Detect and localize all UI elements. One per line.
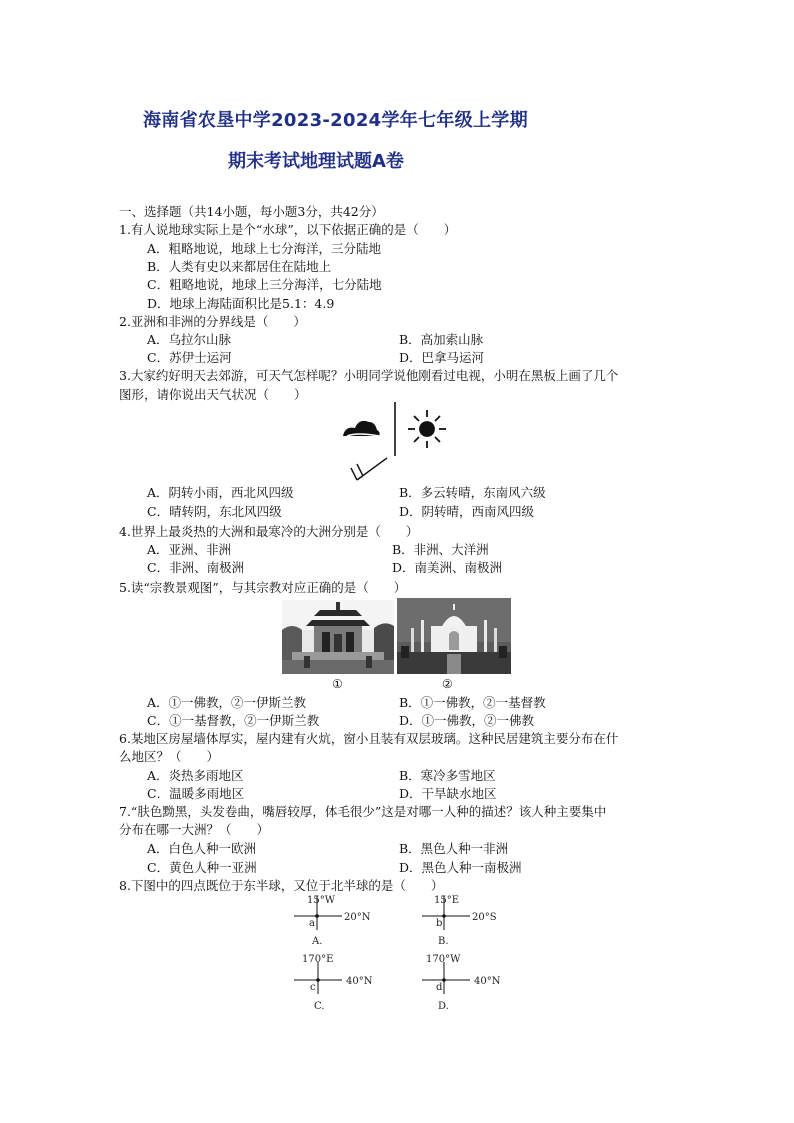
diagram-c-lon: 170°E xyxy=(302,954,334,965)
diagram-a-point: a xyxy=(309,918,315,929)
diagram-d-label: D. xyxy=(438,1001,449,1012)
q3-option-c[interactable]: C．晴转阴，东北风四级 xyxy=(147,504,282,519)
question-2-stem: 2.亚洲和非洲的分界线是（ ） xyxy=(119,314,306,329)
question-6-stem-line-2: 么地区？（ ） xyxy=(119,749,220,764)
q2-option-a[interactable]: A．乌拉尔山脉 xyxy=(147,332,232,347)
q6-option-c[interactable]: C．温暖多雨地区 xyxy=(147,786,245,801)
q1-option-a[interactable]: A．粗略地说，地球上七分海洋，三分陆地 xyxy=(147,241,382,256)
buddhist-temple-photo xyxy=(282,600,394,674)
diagram-a-lat: 20°N xyxy=(344,912,371,923)
diagram-c-label: C. xyxy=(314,1001,325,1012)
photo-caption-2: ② xyxy=(442,677,453,691)
q7-option-a[interactable]: A．白色人种一欧洲 xyxy=(147,841,257,856)
diagram-c-point: c xyxy=(310,982,316,993)
diagram-d-lat: 40°N xyxy=(474,976,501,987)
q4-option-b[interactable]: B．非洲、大洋洲 xyxy=(392,542,489,557)
diagram-b-label: B. xyxy=(438,936,449,947)
diagram-c-lat: 40°N xyxy=(346,976,373,987)
q5-option-d[interactable]: D．①一佛教，②一佛教 xyxy=(399,713,535,728)
q3-option-d[interactable]: D．阴转晴，西南风四级 xyxy=(399,504,535,519)
q5-option-c[interactable]: C．①一基督教，②一伊斯兰教 xyxy=(147,713,320,728)
q4-option-c[interactable]: C．非洲、南极洲 xyxy=(147,560,245,575)
question-7-stem-line-1: 7.“肤色黝黑，头发卷曲，嘴唇较厚，体毛很少”这是对哪一人种的描述？该人种主要集中 xyxy=(119,804,607,819)
question-4-stem: 4.世界上最炎热的大洲和最寒冷的大洲分别是（ ） xyxy=(119,524,419,539)
q3-option-b[interactable]: B．多云转晴，东南风六级 xyxy=(399,485,546,500)
q3-option-a[interactable]: A．阴转小雨，西北风四级 xyxy=(147,485,294,500)
weather-symbols-figure xyxy=(335,398,455,484)
q7-option-d[interactable]: D．黑色人种一南极洲 xyxy=(399,860,522,875)
diagram-a-lon: 15°W xyxy=(307,895,336,906)
q2-option-b[interactable]: B．高加索山脉 xyxy=(399,332,484,347)
question-3-stem-line-1: 3.大家约好明天去郊游，可天气怎样呢？小明同学说他刚看过电视，小明在黑板上画了几个 xyxy=(119,368,619,383)
q5-option-b[interactable]: B．①一佛教，②一基督教 xyxy=(399,695,546,710)
question-1-stem: 1.有人说地球实际上是个“水球”，以下依据正确的是（ ） xyxy=(119,222,457,237)
q6-option-b[interactable]: B．寒冷多雪地区 xyxy=(399,768,496,783)
photo-caption-1: ① xyxy=(332,677,343,691)
q4-option-d[interactable]: D．南美洲、南极洲 xyxy=(392,560,503,575)
q5-option-a[interactable]: A．①一佛教，②一伊斯兰教 xyxy=(147,695,307,710)
diagram-d-lon: 170°W xyxy=(426,954,461,965)
q1-option-d[interactable]: D．地球上海陆面积比是5.1：4.9 xyxy=(147,296,335,311)
mosque-photo xyxy=(397,598,511,674)
section-header: 一、选择题（共14小题，每小题3分，共42分） xyxy=(119,204,384,219)
coord-diagram-b[interactable] xyxy=(416,892,497,948)
q7-option-c[interactable]: C．黄色人种一亚洲 xyxy=(147,860,257,875)
q4-option-a[interactable]: A．亚洲、非洲 xyxy=(147,542,232,557)
sun-icon xyxy=(408,410,446,448)
coord-diagram-a[interactable] xyxy=(288,892,371,948)
coord-diagram-d[interactable] xyxy=(416,952,508,1012)
question-6-stem-line-1: 6.某地区房屋墙体厚实，屋内建有火炕，窗小且装有双层玻璃。这种民居建筑主要分布在什 xyxy=(119,731,619,746)
diagram-b-point: b xyxy=(436,918,443,929)
diagram-a-label: A. xyxy=(312,936,323,947)
question-3-stem-line-2: 图形，请你说出天气状况（ ） xyxy=(119,387,307,402)
q2-option-d[interactable]: D．巴拿马运河 xyxy=(399,350,485,365)
diagram-d-point: d xyxy=(436,982,443,993)
q1-option-c[interactable]: C．粗略地说，地球上三分海洋，七分陆地 xyxy=(147,277,382,292)
cloud-icon xyxy=(343,421,380,436)
question-7-stem-line-2: 分布在哪一大洲？（ ） xyxy=(119,822,270,837)
q6-option-d[interactable]: D．干旱缺水地区 xyxy=(399,786,497,801)
wind-symbol-icon xyxy=(351,458,387,480)
q6-option-a[interactable]: A．炎热多雨地区 xyxy=(147,768,244,783)
diagram-b-lat: 20°S xyxy=(472,912,497,923)
q1-option-b[interactable]: B．人类有史以来都居住在陆地上 xyxy=(147,259,332,274)
q2-option-c[interactable]: C．苏伊士运河 xyxy=(147,350,232,365)
diagram-b-lon: 15°E xyxy=(434,895,460,906)
q7-option-b[interactable]: B．黑色人种一非洲 xyxy=(399,841,509,856)
title-line-1: 海南省农垦中学2023-2024学年七年级上学期 xyxy=(143,110,528,131)
question-5-stem: 5.读“宗教景观图”，与其宗教对应正确的是（ ） xyxy=(119,580,407,595)
question-8-stem: 8.下图中的四点既位于东半球，又位于北半球的是（ ） xyxy=(119,878,444,893)
coord-diagram-c[interactable] xyxy=(288,952,378,1012)
title-line-2: 期末考试地理试题A卷 xyxy=(228,151,404,172)
